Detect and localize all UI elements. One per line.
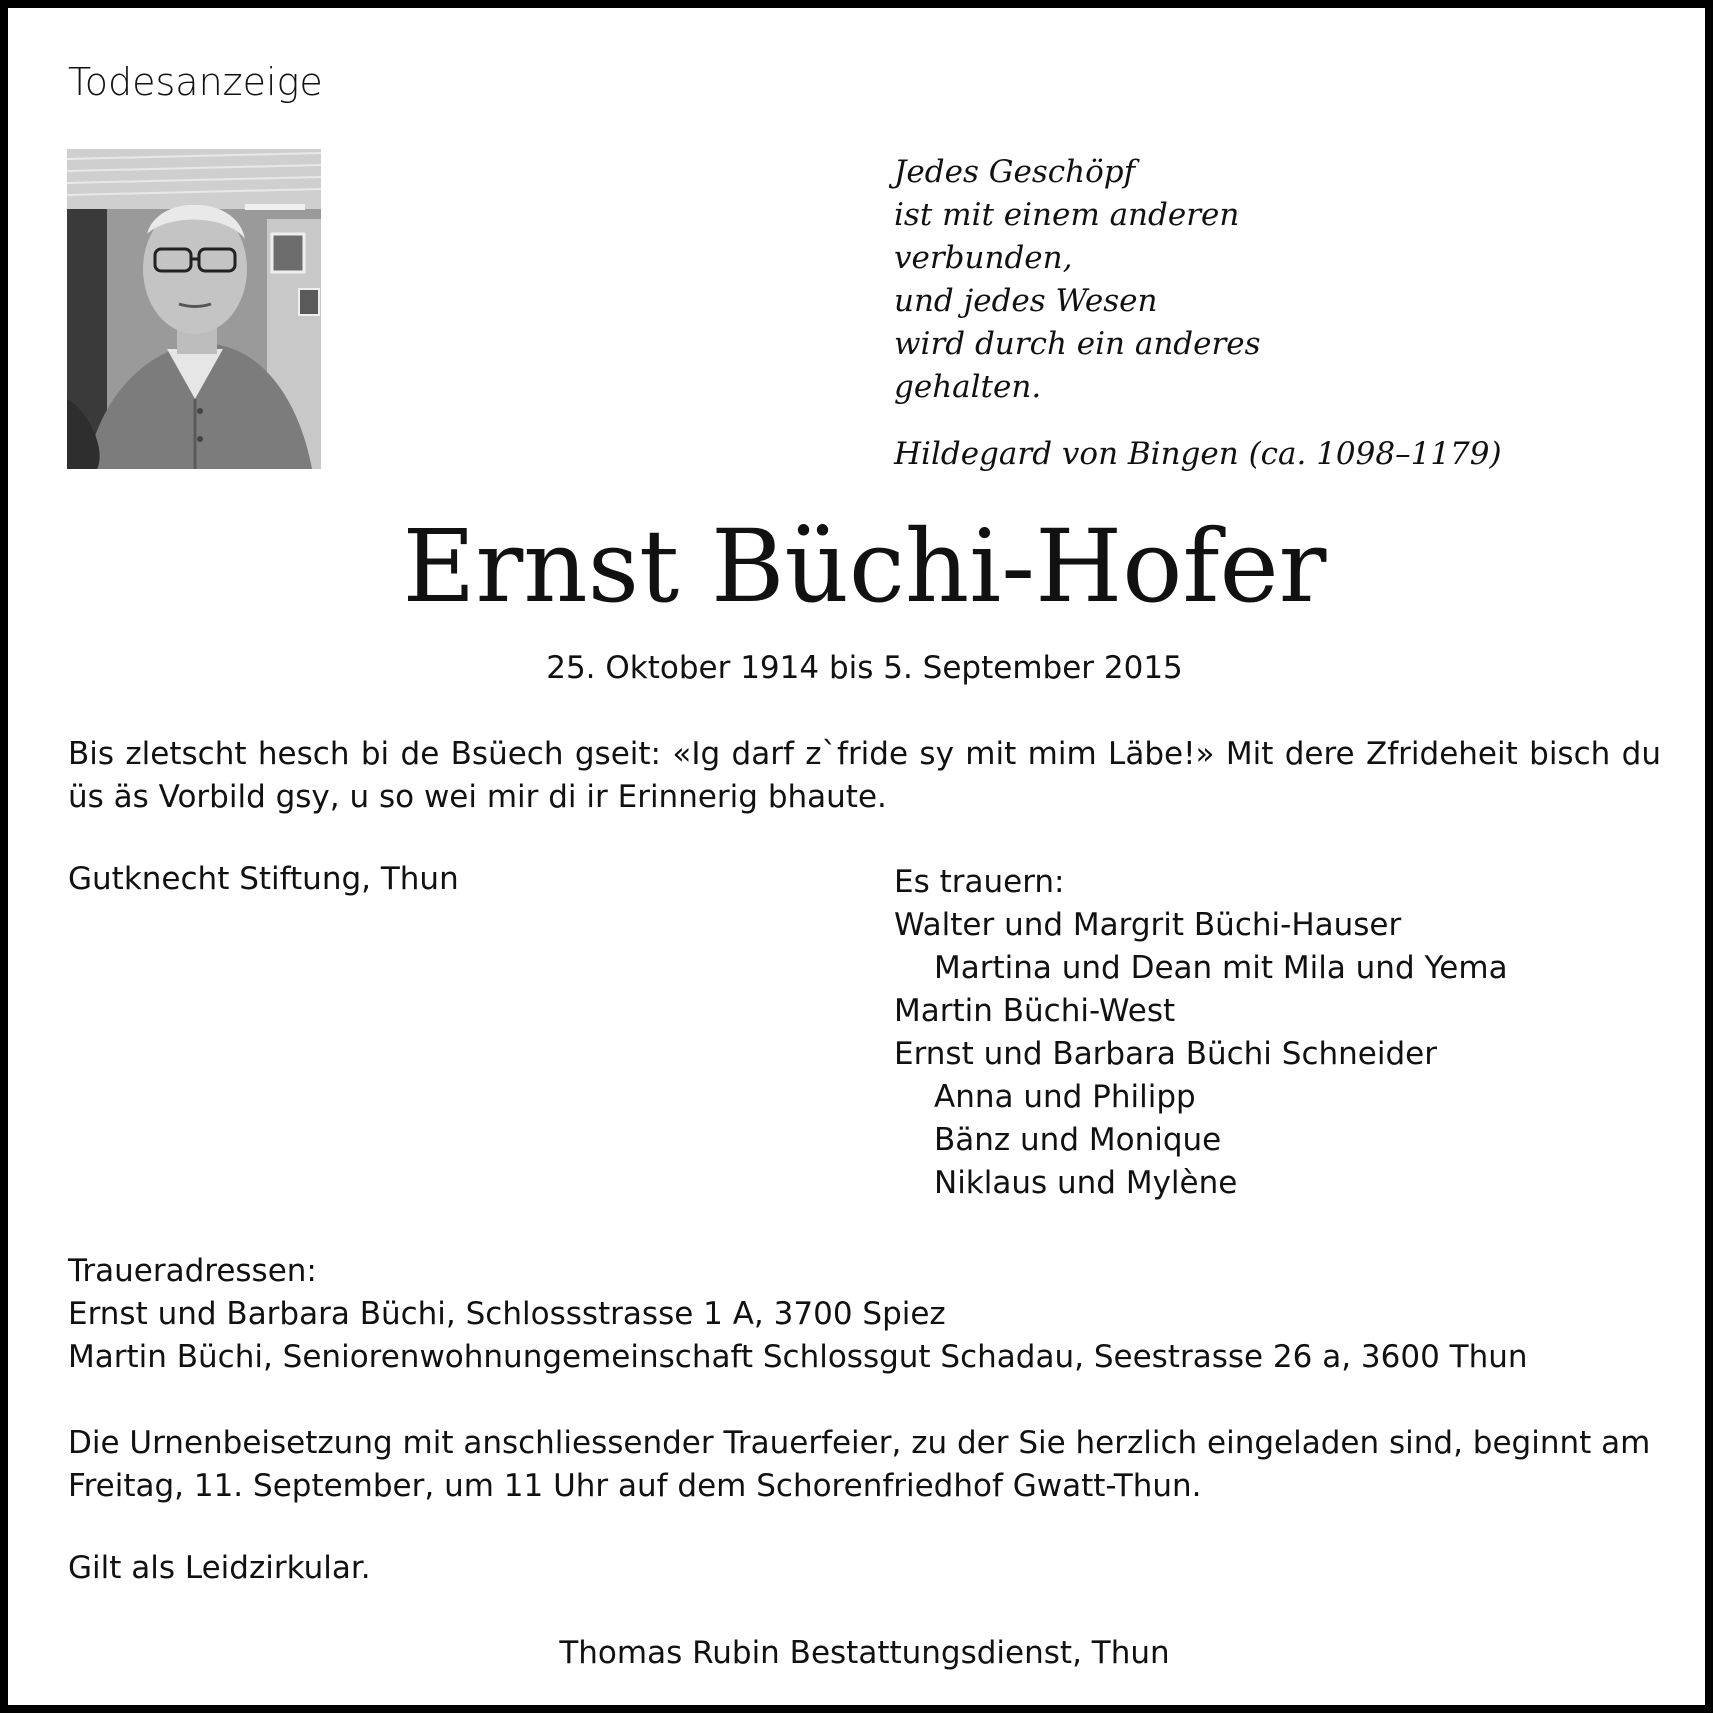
mourners-heading: Es trauern:	[894, 864, 1065, 900]
addresses-heading: Traueradressen:	[68, 1253, 317, 1289]
quote-block	[894, 151, 1261, 409]
institution: Gutknecht Stiftung, Thun	[68, 861, 459, 897]
mourner-line: Martina und Dean mit Mila und Yema	[934, 950, 1508, 986]
mourner-line: Walter und Margrit Büchi-Hauser	[894, 907, 1402, 943]
quote-line: wird durch ein anderes	[894, 326, 1261, 362]
mourner-line: Anna und Philipp	[934, 1079, 1196, 1115]
header-label: Todesanzeige	[68, 60, 323, 104]
mourner-line: Niklaus und Mylène	[934, 1165, 1238, 1201]
quote-line: ist mit einem anderen	[894, 197, 1240, 233]
mourner-line: Bänz und Monique	[934, 1122, 1222, 1158]
mourners-list	[894, 861, 1508, 1205]
quote-line: und jedes Wesen	[894, 283, 1158, 319]
portrait-photo	[67, 149, 321, 469]
addresses-block	[68, 1250, 1528, 1379]
address-line: Martin Büchi, Seniorenwohnungemeinschaft Schlossgut Schadau, Seestrasse 26 a, 3600 Thun	[68, 1339, 1528, 1375]
closing-note: Gilt als Leidzirkular.	[68, 1550, 371, 1586]
life-dates: 25. Oktober 1914 bis 5. September 2015	[546, 650, 1183, 686]
quote-line: Jedes Geschöpf	[894, 154, 1136, 190]
tribute-text: Bis zletscht hesch bi de Bsüech gseit: «Ig darf z`fride sy mit mim Läbe!» Mit dere Zfrideheit bisch du üs äs Vorbild gsy, u so wei mir di ir Erinnerig bhaute.	[68, 736, 1661, 815]
address-line: Ernst und Barbara Büchi, Schlossstrasse 1 A, 3700 Spiez	[68, 1296, 946, 1332]
mourner-line: Ernst und Barbara Büchi Schneider	[894, 1036, 1437, 1072]
mourner-line: Martin Büchi-West	[894, 993, 1176, 1029]
funeral-service-credit: Thomas Rubin Bestattungsdienst, Thun	[559, 1635, 1170, 1671]
quote-line: gehalten.	[894, 369, 1042, 405]
quote-line: verbunden,	[894, 240, 1073, 276]
ceremony-text: Die Urnenbeisetzung mit anschliessender Trauerfeier, zu der Sie herzlich eingeladen sind, beginnt am Freitag, 11. September, um 11 Uhr auf dem Schorenfriedhof Gwatt-Thun.	[68, 1425, 1651, 1504]
deceased-name: Ernst Büchi-Hofer	[402, 508, 1327, 625]
quote-author: Hildegard von Bingen (ca. 1098–1179)	[894, 436, 1502, 472]
